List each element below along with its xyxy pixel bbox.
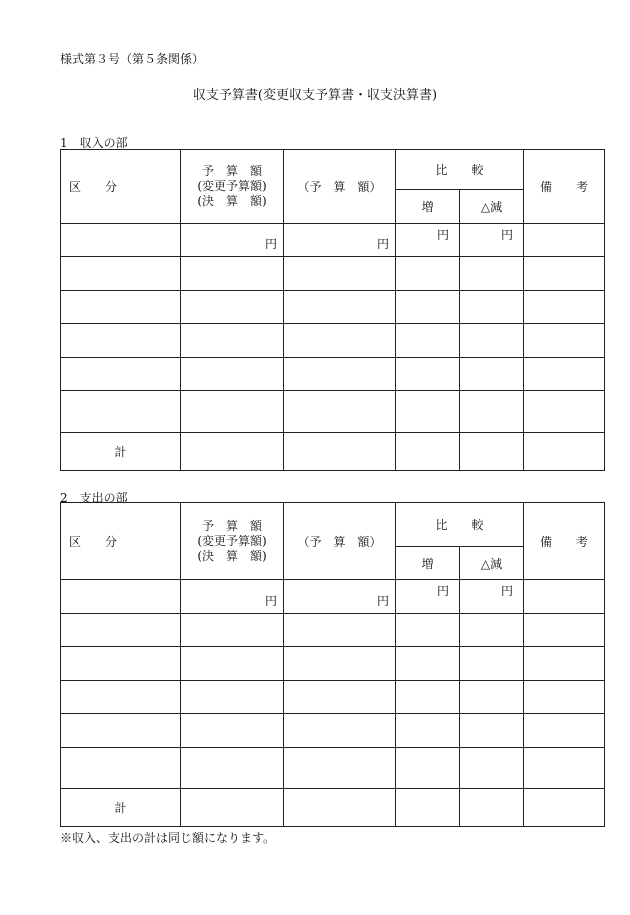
cell-prev-budget[interactable] [284, 647, 396, 681]
header-kubun: 区 分 [61, 150, 181, 224]
cell-decrease[interactable] [460, 681, 524, 714]
cell-remarks[interactable] [524, 647, 605, 681]
income-table [60, 149, 605, 471]
header-prev-budget: （予 算 額） [284, 150, 396, 224]
unit-yen: 円 [376, 237, 389, 251]
cell-prev-budget-total[interactable] [284, 789, 396, 827]
cell-kubun[interactable] [61, 291, 181, 324]
cell-decrease[interactable] [460, 358, 524, 391]
table-row [61, 681, 605, 714]
header-decrease: △減 [460, 547, 524, 580]
total-label: 計 [61, 433, 181, 471]
cell-budget[interactable] [181, 391, 284, 433]
cell-budget[interactable] [181, 224, 284, 257]
cell-decrease-total[interactable] [460, 789, 524, 827]
cell-increase[interactable] [396, 324, 460, 358]
cell-increase-total[interactable] [396, 789, 460, 827]
cell-prev-budget[interactable] [284, 614, 396, 647]
table-row [61, 580, 605, 614]
cell-increase[interactable] [396, 391, 460, 433]
cell-remarks[interactable] [524, 714, 605, 748]
cell-kubun[interactable] [61, 681, 181, 714]
unit-yen: 円 [376, 594, 389, 608]
cell-prev-budget-total[interactable] [284, 433, 396, 471]
cell-increase[interactable] [396, 647, 460, 681]
cell-increase[interactable] [396, 291, 460, 324]
table-row [61, 748, 605, 789]
form-number: 様式第３号（第５条関係） [60, 52, 205, 66]
cell-budget-total[interactable] [181, 789, 284, 827]
cell-budget[interactable] [181, 580, 284, 614]
cell-kubun[interactable] [61, 580, 181, 614]
cell-prev-budget[interactable] [284, 291, 396, 324]
cell-kubun[interactable] [61, 324, 181, 358]
unit-yen: 円 [501, 584, 514, 598]
header-prev-budget: （予 算 額） [284, 503, 396, 580]
cell-remarks-total[interactable] [524, 433, 605, 471]
footnote: ※収入、支出の計は同じ額になります。 [60, 831, 276, 845]
cell-decrease[interactable] [460, 324, 524, 358]
cell-remarks[interactable] [524, 291, 605, 324]
cell-remarks[interactable] [524, 257, 605, 291]
cell-budget[interactable] [181, 681, 284, 714]
cell-increase[interactable] [396, 257, 460, 291]
unit-yen: 円 [264, 594, 277, 608]
header-kubun: 区 分 [61, 503, 181, 580]
cell-decrease[interactable] [460, 291, 524, 324]
header-remarks: 備 考 [524, 503, 605, 580]
cell-prev-budget[interactable] [284, 257, 396, 291]
cell-prev-budget[interactable] [284, 358, 396, 391]
cell-decrease[interactable] [460, 748, 524, 789]
cell-remarks[interactable] [524, 681, 605, 714]
cell-decrease[interactable] [460, 580, 524, 614]
income-section-title: 1 収入の部 [60, 136, 128, 150]
cell-budget-total[interactable] [181, 433, 284, 471]
cell-decrease[interactable] [460, 391, 524, 433]
table-row [61, 224, 605, 257]
cell-remarks[interactable] [524, 748, 605, 789]
cell-decrease[interactable] [460, 614, 524, 647]
header-remarks: 備 考 [524, 150, 605, 224]
cell-prev-budget[interactable] [284, 324, 396, 358]
cell-budget[interactable] [181, 324, 284, 358]
cell-remarks[interactable] [524, 391, 605, 433]
cell-kubun[interactable] [61, 358, 181, 391]
cell-increase[interactable] [396, 714, 460, 748]
cell-budget[interactable] [181, 647, 284, 681]
unit-yen: 円 [436, 584, 449, 598]
table-row [61, 324, 605, 358]
total-row [61, 789, 605, 827]
cell-budget[interactable] [181, 257, 284, 291]
cell-remarks[interactable] [524, 324, 605, 358]
cell-kubun[interactable] [61, 714, 181, 748]
header-decrease: △減 [460, 190, 524, 224]
cell-kubun[interactable] [61, 224, 181, 257]
table-row [61, 391, 605, 433]
cell-decrease[interactable] [460, 257, 524, 291]
unit-yen: 円 [436, 228, 449, 242]
cell-decrease[interactable] [460, 714, 524, 748]
cell-prev-budget[interactable] [284, 391, 396, 433]
expense-section-title: 2 支出の部 [60, 491, 128, 505]
cell-budget[interactable] [181, 614, 284, 647]
cell-increase[interactable] [396, 614, 460, 647]
table-row [61, 647, 605, 681]
cell-remarks-total[interactable] [524, 789, 605, 827]
cell-budget[interactable] [181, 358, 284, 391]
header-budget: 予 算 額 (変更予算額) (決 算 額) [181, 503, 284, 580]
cell-increase[interactable] [396, 358, 460, 391]
header-increase: 増 [396, 190, 460, 224]
cell-budget[interactable] [181, 291, 284, 324]
cell-kubun[interactable] [61, 257, 181, 291]
document-title: 収支予算書(変更収支予算書・収支決算書) [192, 88, 438, 103]
cell-prev-budget[interactable] [284, 580, 396, 614]
table-row [61, 257, 605, 291]
cell-prev-budget[interactable] [284, 681, 396, 714]
cell-remarks[interactable] [524, 224, 605, 257]
cell-budget[interactable] [181, 714, 284, 748]
cell-increase[interactable] [396, 224, 460, 257]
header-comparison: 比 較 [396, 503, 524, 547]
cell-prev-budget[interactable] [284, 748, 396, 789]
cell-increase[interactable] [396, 681, 460, 714]
cell-decrease[interactable] [460, 647, 524, 681]
cell-increase[interactable] [396, 580, 460, 614]
table-row [61, 614, 605, 647]
cell-increase[interactable] [396, 748, 460, 789]
header-increase: 増 [396, 547, 460, 580]
cell-decrease-total[interactable] [460, 433, 524, 471]
total-label: 計 [61, 789, 181, 827]
unit-yen: 円 [264, 237, 277, 251]
cell-prev-budget[interactable] [284, 224, 396, 257]
cell-kubun[interactable] [61, 647, 181, 681]
header-budget: 予 算 額 (変更予算額) (決 算 額) [181, 150, 284, 224]
cell-remarks[interactable] [524, 580, 605, 614]
table-row [61, 291, 605, 324]
cell-increase-total[interactable] [396, 433, 460, 471]
cell-remarks[interactable] [524, 614, 605, 647]
cell-prev-budget[interactable] [284, 714, 396, 748]
total-row [61, 433, 605, 471]
cell-kubun[interactable] [61, 391, 181, 433]
cell-remarks[interactable] [524, 358, 605, 391]
header-comparison: 比 較 [396, 150, 524, 190]
table-row [61, 358, 605, 391]
expense-table [60, 502, 605, 827]
cell-decrease[interactable] [460, 224, 524, 257]
cell-kubun[interactable] [61, 748, 181, 789]
cell-budget[interactable] [181, 748, 284, 789]
unit-yen: 円 [501, 228, 514, 242]
table-row [61, 714, 605, 748]
cell-kubun[interactable] [61, 614, 181, 647]
